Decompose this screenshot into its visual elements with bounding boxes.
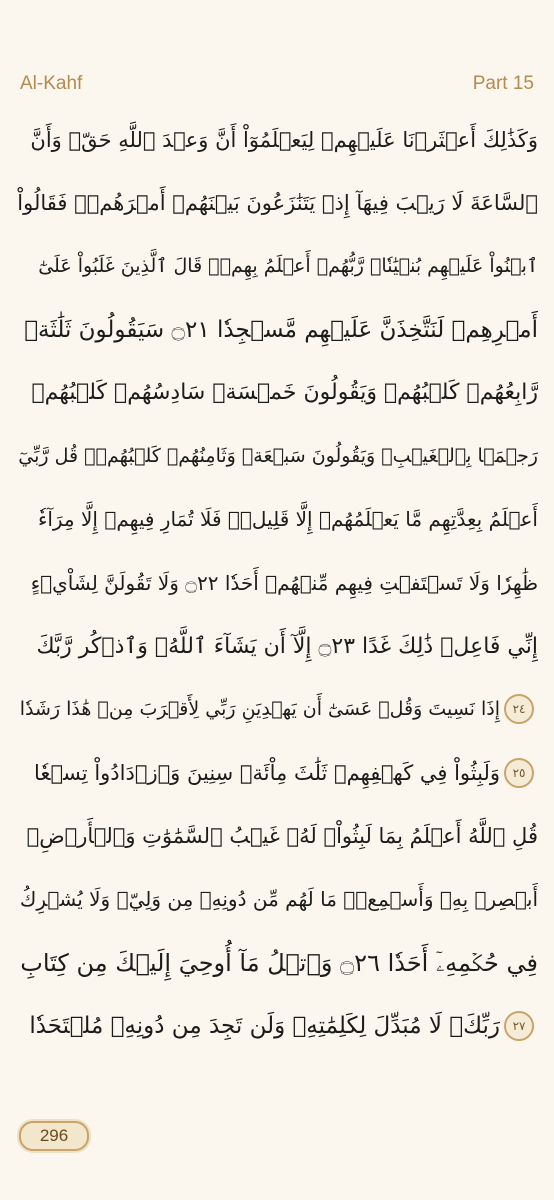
verse-line-text: رَّابِعُهُمۡ كَلۡبُهُمۡ وَيَقُولُونَ خَمۡسَةٞ سَادِسُهُمۡ كَلۡبُهُمۡ (31, 380, 538, 406)
verse-line-text: إِنِّي فَاعِلٞ ذَٰلِكَ غَدًا ۝٢٣ إِلَّآ أَن يَشَآءَ ٱللَّهُۚ وَٱذۡكُر رَّبَّكَ (36, 633, 538, 659)
verse-line-text: فِي حُكۡمِهِۦٓ أَحَدٗا ۝٢٦ وَٱتۡلُ مَآ أُوحِيَ إِلَيۡكَ مِن كِتَابِ (20, 948, 538, 977)
page-header (20, 64, 534, 104)
verse-line-text: وَكَذَٰلِكَ أَعۡثَرۡنَا عَلَيۡهِمۡ لِيَعۡلَمُوٓاْ أَنَّ وَعۡدَ ٱللَّهِ حَقّٞ وَأَنَّ (30, 127, 538, 152)
verse-line-13 (16, 868, 538, 931)
ayah-number-marker[interactable]: ٢٥ (504, 758, 534, 788)
verse-line-text: رَبِّكَۖ لَا مُبَدِّلَ لِكَلِمَٰتِهِۦ وَلَن تَجِدَ مِن دُونِهِۦ مُلۡتَحَدٗا (29, 1012, 500, 1039)
verse-line-2 (16, 171, 538, 234)
verse-line-text: إِذَا نَسِيتَ وَقُلۡ عَسَىٰٓ أَن يَهۡدِيَنِ رَبِّي لِأَقۡرَبَ مِنۡ هَٰذَا رَشَدٗا (19, 698, 500, 721)
verse-line-3 (16, 235, 538, 298)
page-number-badge (19, 1121, 89, 1151)
verse-line-15 (16, 994, 538, 1057)
verse-line-10 (16, 678, 538, 741)
verse-line-text: ظَٰهِرٗا وَلَا تَسۡتَفۡتِ فِيهِم مِّنۡهُمۡ أَحَدٗا ۝٢٢ وَلَا تَقُولَنَّ لِشَاْيۡءٍ (30, 570, 538, 595)
ayah-number-marker[interactable]: ٢٧ (504, 1011, 534, 1041)
verse-line-text: أَمۡرِهِمۡ لَنَتَّخِذَنَّ عَلَيۡهِم مَّسۡجِدٗا ۝٢١ سَيَقُولُونَ ثَلَٰثَةٞ (24, 316, 538, 343)
verse-line-text: أَبۡصِرۡ بِهِۦ وَأَسۡمِعۡۚ مَا لَهُم مِّن دُونِهِۦ مِن وَلِيّٖ وَلَا يُشۡرِكُ (19, 887, 538, 912)
page-number-ornament (18, 1120, 90, 1152)
verse-line-9 (16, 614, 538, 677)
verse-line-1 (16, 108, 538, 171)
verse-line-text: رَجۡمَۢا بِٱلۡغَيۡبِۖ وَيَقُولُونَ سَبۡعَةٞ وَثَامِنُهُمۡ كَلۡبُهُمۡۚ قُل رَّبِّيٓ (18, 445, 538, 468)
verse-line-text: قُلِ ٱللَّهُ أَعۡلَمُ بِمَا لَبِثُواْۖ لَهُۥ غَيۡبُ ٱلسَّمَٰوَٰتِ وَٱلۡأَرۡضِۖ (26, 823, 538, 848)
ayah-number-marker[interactable]: ٢٤ (504, 694, 534, 724)
verse-line-14 (16, 931, 538, 994)
verse-line-5 (16, 361, 538, 424)
verse-line-11 (16, 741, 538, 804)
verse-line-text: ٱلسَّاعَةَ لَا رَيۡبَ فِيهَآ إِذۡ يَتَنَٰزَعُونَ بَيۡنَهُمۡ أَمۡرَهُمۡۖ فَقَالُواْ (17, 190, 538, 215)
verse-line-text: أَعۡلَمُ بِعِدَّتِهِم مَّا يَعۡلَمُهُمۡ إِلَّا قَلِيلٞۗ فَلَا تُمَارِ فِيهِمۡ إِلَّا مِرَآءٗ (37, 507, 538, 532)
verse-line-text: ٱبۡنُواْ عَلَيۡهِم بُنۡيَٰنٗاۖ رَّبُّهُمۡ أَعۡلَمُ بِهِمۡۚ قَالَ ٱلَّذِينَ غَلَبُواْ عَلَىٰٓ (38, 255, 538, 278)
verse-line-6 (16, 424, 538, 487)
mushaf-page (16, 108, 538, 1078)
part-label: Part 15 (472, 73, 534, 94)
verse-line-4 (16, 298, 538, 361)
surah-name: Al-Kahf (20, 73, 83, 94)
page-number: 296 (39, 1126, 69, 1145)
verse-line-text: وَلَبِثُواْ فِي كَهۡفِهِمۡ ثَلَٰثَ مِاْئَةٖ سِنِينَ وَٱزۡدَادُواْ تِسۡعٗا (33, 760, 500, 785)
verse-line-8 (16, 551, 538, 614)
verse-line-7 (16, 488, 538, 551)
verse-line-12 (16, 804, 538, 867)
